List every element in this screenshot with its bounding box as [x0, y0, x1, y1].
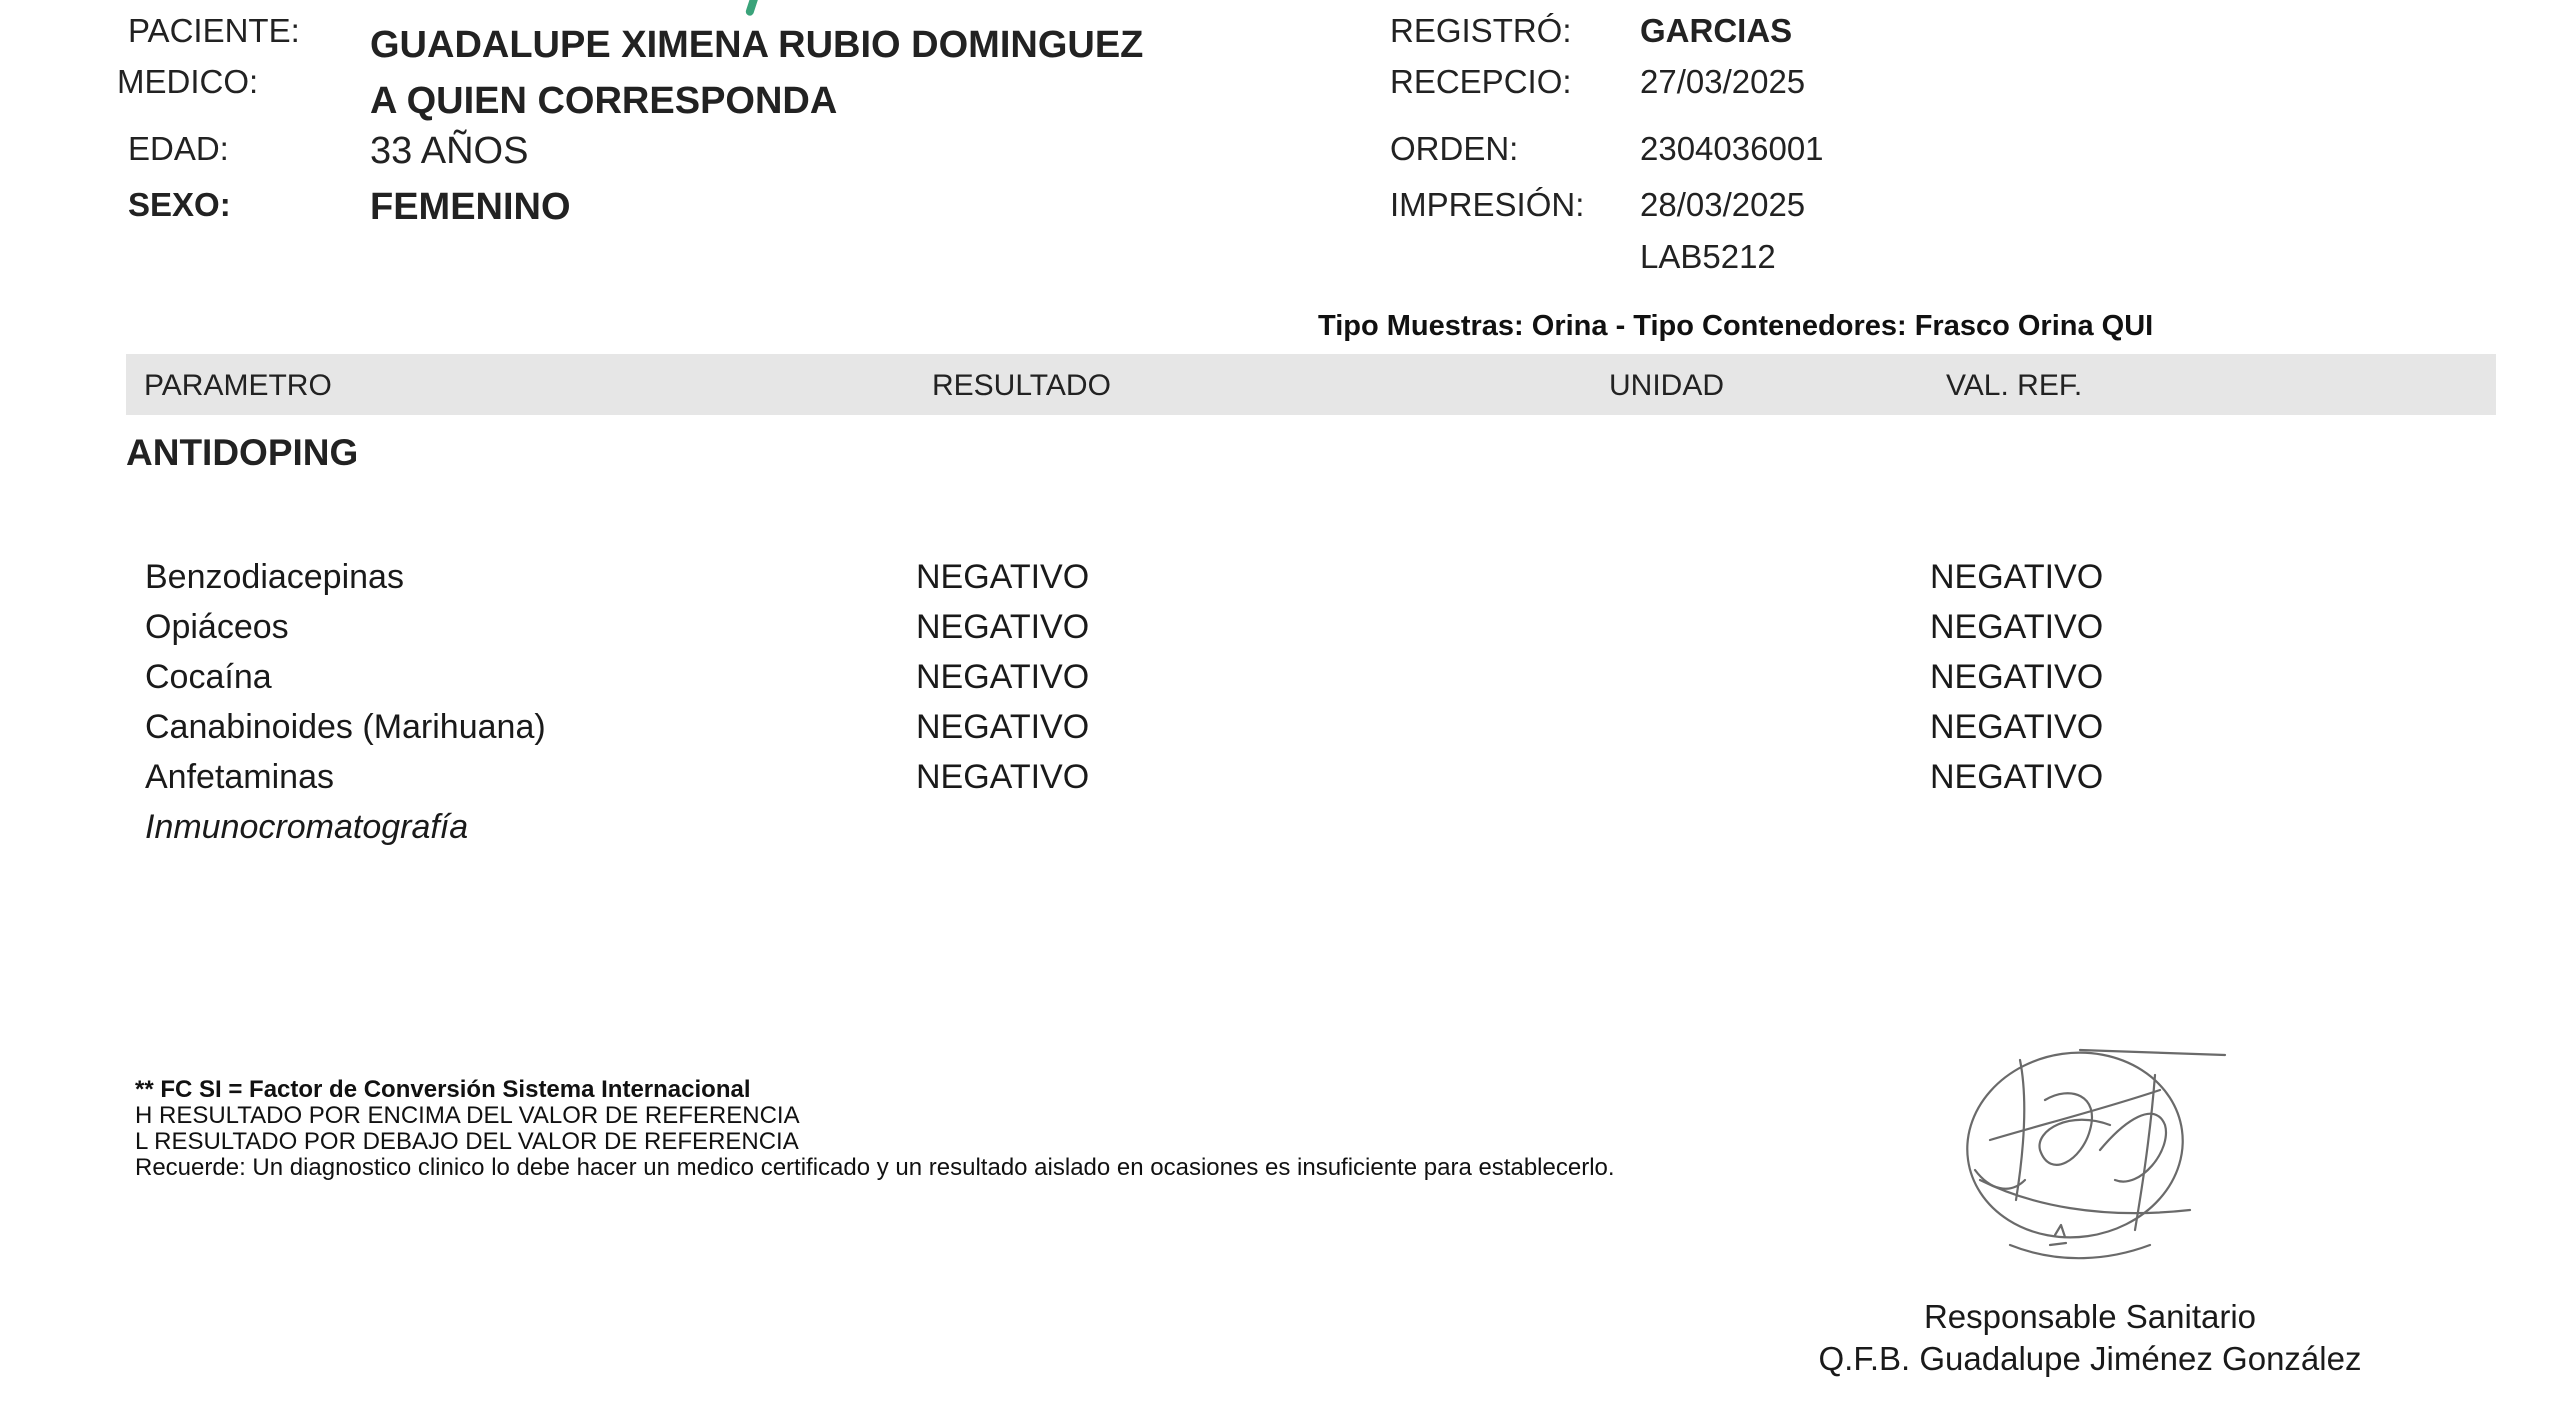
row-resultado: NEGATIVO	[916, 608, 1090, 646]
results-table-header	[126, 354, 2496, 415]
section-title: ANTIDOPING	[126, 432, 359, 473]
row-val-ref: NEGATIVO	[1930, 558, 2104, 596]
edad-label: EDAD:	[128, 130, 229, 167]
medico-value: A QUIEN CORRESPONDA	[370, 80, 838, 122]
recepcio-value: 27/03/2025	[1640, 63, 1806, 100]
header-parametro: PARAMETRO	[144, 369, 332, 402]
edad-value: 33 AÑOS	[370, 130, 529, 172]
orden-label: ORDEN:	[1390, 130, 1519, 167]
row-val-ref: NEGATIVO	[1930, 608, 2104, 646]
row-resultado: NEGATIVO	[916, 708, 1090, 746]
impresion-label: IMPRESIÓN:	[1390, 186, 1585, 223]
signature-role: Responsable Sanitario	[1923, 1298, 2257, 1335]
row-parametro: Cocaína	[145, 658, 272, 696]
paciente-value: GUADALUPE XIMENA RUBIO DOMINGUEZ	[370, 24, 1144, 66]
medico-label: MEDICO:	[117, 63, 259, 100]
lab-code: LAB5212	[1640, 238, 1776, 275]
paciente-label: PACIENTE:	[128, 12, 300, 49]
registro-value: GARCIAS	[1640, 12, 1793, 49]
row-val-ref: NEGATIVO	[1930, 758, 2104, 796]
recepcio-label: RECEPCIO:	[1390, 63, 1572, 100]
row-parametro: Anfetaminas	[145, 758, 334, 796]
logo-fragment	[745, 0, 759, 17]
signature-name: Q.F.B. Guadalupe Jiménez González	[1818, 1340, 2362, 1377]
impresion-value: 28/03/2025	[1640, 186, 1806, 223]
row-resultado: NEGATIVO	[916, 658, 1090, 696]
row-resultado: NEGATIVO	[916, 558, 1090, 596]
sexo-label: SEXO:	[128, 186, 231, 223]
row-resultado: NEGATIVO	[916, 758, 1090, 796]
sample-info: Tipo Muestras: Orina - Tipo Contenedores: Frasco Orina QUI	[1318, 310, 2154, 342]
row-parametro: Benzodiacepinas	[145, 558, 404, 596]
footnote-fc-si: ** FC SI = Factor de Conversión Sistema Internacional	[135, 1076, 751, 1103]
method-note: Inmunocromatografía	[145, 808, 469, 846]
header-resultado: RESULTADO	[932, 369, 1111, 402]
header-unidad: UNIDAD	[1609, 369, 1725, 402]
registro-label: REGISTRÓ:	[1390, 12, 1572, 49]
row-val-ref: NEGATIVO	[1930, 708, 2104, 746]
signature-image	[1950, 1030, 2270, 1280]
sexo-value: FEMENINO	[370, 186, 571, 228]
row-parametro: Opiáceos	[145, 608, 289, 646]
row-val-ref: NEGATIVO	[1930, 658, 2104, 696]
footnote-low: L RESULTADO POR DEBAJO DEL VALOR DE REFERENCIA	[135, 1128, 799, 1155]
header-val-ref: VAL. REF.	[1946, 369, 2083, 402]
footnote-high: H RESULTADO POR ENCIMA DEL VALOR DE REFERENCIA	[135, 1102, 800, 1129]
footnote-disclaimer: Recuerde: Un diagnostico clinico lo debe hacer un medico certificado y un resultado aislado en ocasiones es insuficiente para establecerlo.	[135, 1154, 1615, 1181]
orden-value: 2304036001	[1640, 130, 1824, 167]
row-parametro: Canabinoides (Marihuana)	[145, 708, 546, 746]
